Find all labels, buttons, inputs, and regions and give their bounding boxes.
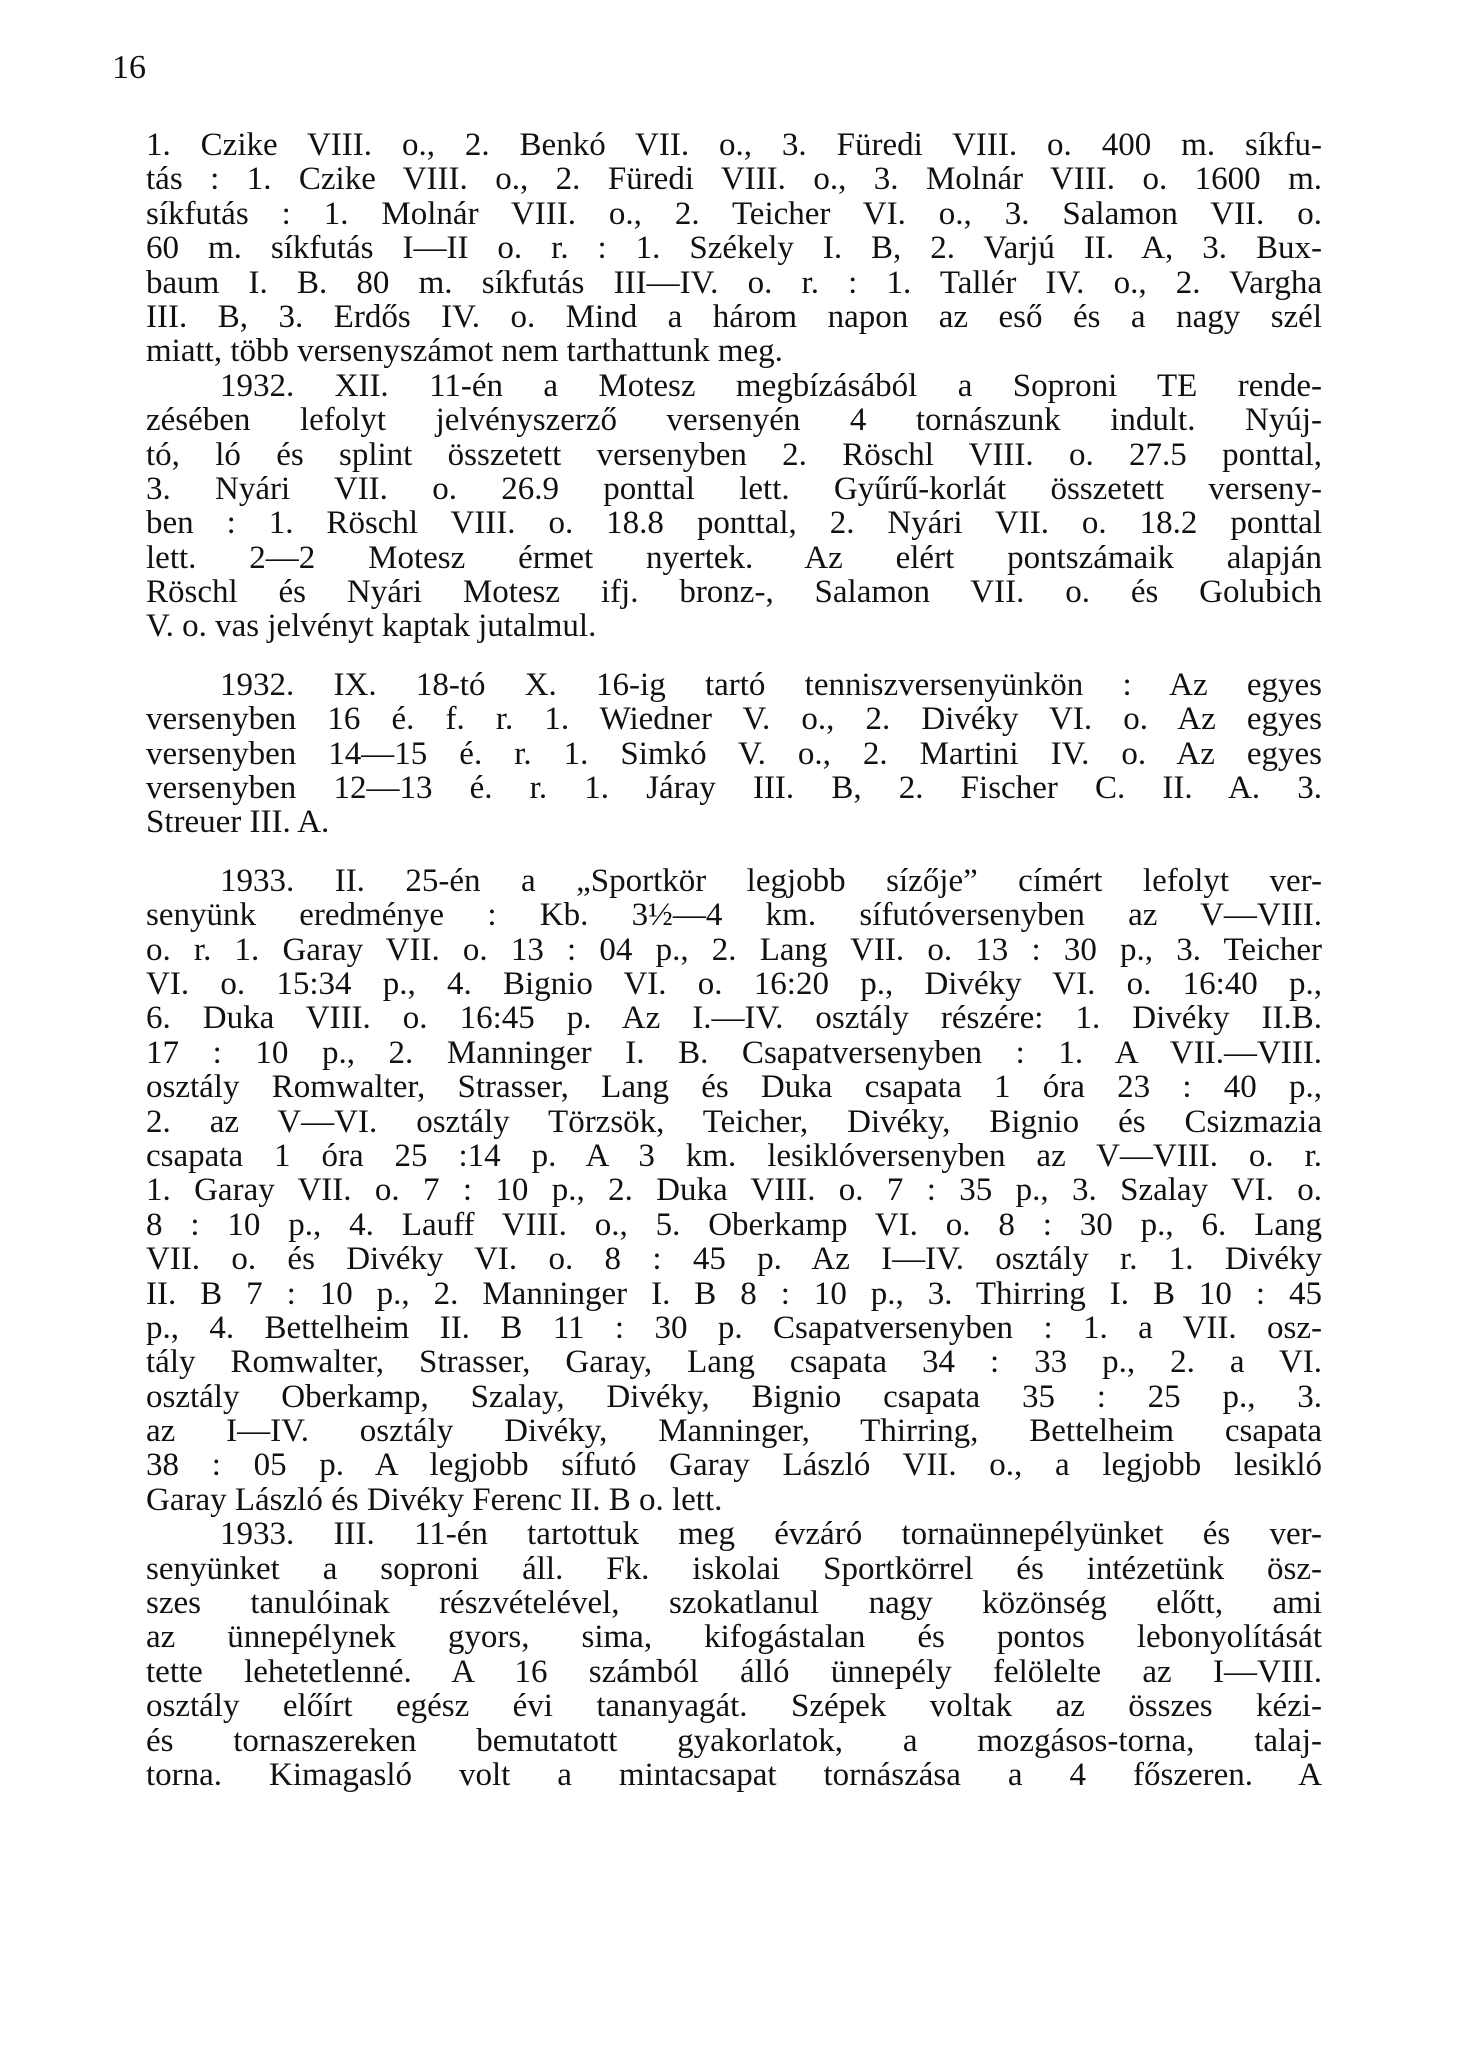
- text-line: 3. Nyári VII. o. 26.9 ponttal lett. Gyűrű-korlát összetett verseny-: [146, 470, 1322, 507]
- text-line: az I—IV. osztály Divéky, Manninger, Thirring, Bettelheim csapata: [146, 1413, 1322, 1450]
- text-line: VII. o. és Divéky VI. o. 8 : 45 p. Az I—IV. osztály r. 1. Divéky: [146, 1241, 1322, 1278]
- text-line: osztály Oberkamp, Szalay, Divéky, Bignio csapata 35 : 25 p., 3.: [146, 1378, 1322, 1415]
- document-body: [146, 128, 1322, 1792]
- text-line: 17 : 10 p., 2. Manninger I. B. Csapatversenyben : 1. A VII.—VIII.: [146, 1034, 1322, 1071]
- text-line: tó, ló és splint összetett versenyben 2. Röschl VIII. o. 27.5 ponttal,: [146, 436, 1322, 473]
- text-line: versenyben 12—13 é. r. 1. Járay III. B, 2. Fischer C. II. A. 3.: [146, 770, 1322, 807]
- paragraph-3: [146, 668, 1322, 840]
- text-line: V. o. vas jelvényt kaptak jutalmul.: [146, 608, 597, 645]
- text-line: 6. Duka VIII. o. 16:45 p. Az I.—IV. osztály részére: 1. Divéky II.B.: [146, 1000, 1322, 1037]
- text-line: o. r. 1. Garay VII. o. 13 : 04 p., 2. Lang VII. o. 13 : 30 p., 3. Teicher: [146, 931, 1322, 968]
- text-line: miatt, több versenyszámot nem tarthattunk meg.: [146, 333, 783, 370]
- text-line: és tornaszereken bemutatott gyakorlatok, a mozgásos-torna, talaj-: [146, 1722, 1322, 1759]
- text-line: baum I. B. 80 m. síkfutás III—IV. o. r. : 1. Tallér IV. o., 2. Vargha: [146, 264, 1322, 301]
- text-line: lett. 2—2 Motesz érmet nyertek. Az elért pontszámaik alapján: [146, 539, 1322, 576]
- text-line: az ünnepélynek gyors, sima, kifogástalan és pontos lebonyolítását: [146, 1619, 1322, 1656]
- text-line: 38 : 05 p. A legjobb sífutó Garay László VII. o., a legjobb lesikló: [146, 1447, 1322, 1484]
- text-line: 2. az V—VI. osztály Törzsök, Teicher, Divéky, Bignio és Csizmazia: [146, 1103, 1322, 1140]
- text-line: versenyben 16 é. f. r. 1. Wiedner V. o., 2. Divéky VI. o. Az egyes: [146, 701, 1322, 738]
- text-line: tály Romwalter, Strasser, Garay, Lang csapata 34 : 33 p., 2. a VI.: [146, 1344, 1322, 1381]
- text-line: osztály Romwalter, Strasser, Lang és Duka csapata 1 óra 23 : 40 p.,: [146, 1069, 1322, 1106]
- paragraph-4: [146, 864, 1322, 1517]
- text-line: III. B, 3. Erdős IV. o. Mind a három napon az eső és a nagy szél: [146, 298, 1322, 335]
- text-line: 1932. XII. 11-én a Motesz megbízásából a Soproni TE rende-: [220, 367, 1322, 404]
- text-line: tette lehetetlenné. A 16 számból álló ünnepély felölelte az I—VIII.: [146, 1653, 1322, 1690]
- text-line: szes tanulóinak részvételével, szokatlanul nagy közönség előtt, ami: [146, 1585, 1322, 1622]
- text-line: 1933. III. 11-én tartottuk meg évzáró tornaünnepélyünket és ver-: [220, 1516, 1322, 1553]
- text-line: senyünk eredménye : Kb. 3½—4 km. sífutóversenyben az V—VIII.: [146, 897, 1322, 934]
- text-line: 1933. II. 25-én a „Sportkör legjobb sízője” címért lefolyt ver-: [220, 862, 1322, 899]
- text-line: Streuer III. A.: [146, 804, 330, 841]
- text-line: senyünket a soproni áll. Fk. iskolai Sportkörrel és intézetünk ösz-: [146, 1550, 1322, 1587]
- text-line: 1. Garay VII. o. 7 : 10 p., 2. Duka VIII. o. 7 : 35 p., 3. Szalay VI. o.: [146, 1172, 1322, 1209]
- text-line: torna. Kimagasló volt a mintacsapat tornászása a 4 főszeren. A: [146, 1756, 1322, 1793]
- text-line: 1. Czike VIII. o., 2. Benkó VII. o., 3. Füredi VIII. o. 400 m. síkfu-: [146, 127, 1322, 163]
- paragraph-1: [146, 128, 1322, 369]
- text-line: tás : 1. Czike VIII. o., 2. Füredi VIII. o., 3. Molnár VIII. o. 1600 m.: [146, 161, 1322, 198]
- text-line: Röschl és Nyári Motesz ifj. bronz-, Salamon VII. o. és Golubich: [146, 574, 1322, 611]
- text-line: síkfutás : 1. Molnár VIII. o., 2. Teicher VI. o., 3. Salamon VII. o.: [146, 195, 1322, 232]
- text-line: 8 : 10 p., 4. Lauff VIII. o., 5. Oberkamp VI. o. 8 : 30 p., 6. Lang: [146, 1206, 1322, 1243]
- text-line: 60 m. síkfutás I—II o. r. : 1. Székely I. B, 2. Varjú II. A, 3. Bux-: [146, 230, 1322, 267]
- text-line: osztály előírt egész évi tananyagát. Szépek voltak az összes kézi-: [146, 1688, 1322, 1725]
- text-line: II. B 7 : 10 p., 2. Manninger I. B 8 : 10 p., 3. Thirring I. B 10 : 45: [146, 1275, 1322, 1312]
- page-number: 16: [112, 49, 146, 86]
- text-line: versenyben 14—15 é. r. 1. Simkó V. o., 2. Martini IV. o. Az egyes: [146, 735, 1322, 772]
- paragraph-5: [146, 1517, 1322, 1792]
- text-line: p., 4. Bettelheim II. B 11 : 30 p. Csapatversenyben : 1. a VII. osz-: [146, 1309, 1322, 1346]
- text-line: 1932. IX. 18-tó X. 16-ig tartó tenniszversenyünkön : Az egyes: [220, 666, 1322, 703]
- text-line: VI. o. 15:34 p., 4. Bignio VI. o. 16:20 p., Divéky VI. o. 16:40 p.,: [146, 965, 1322, 1002]
- text-line: ben : 1. Röschl VIII. o. 18.8 ponttal, 2. Nyári VII. o. 18.2 ponttal: [146, 505, 1322, 542]
- text-line: Garay László és Divéky Ferenc II. B o. lett.: [146, 1481, 723, 1518]
- text-line: zésében lefolyt jelvényszerző versenyén 4 tornászunk indult. Nyúj-: [146, 402, 1322, 439]
- paragraph-2: [146, 369, 1322, 644]
- text-line: csapata 1 óra 25 :14 p. A 3 km. lesiklóversenyben az V—VIII. o. r.: [146, 1137, 1322, 1174]
